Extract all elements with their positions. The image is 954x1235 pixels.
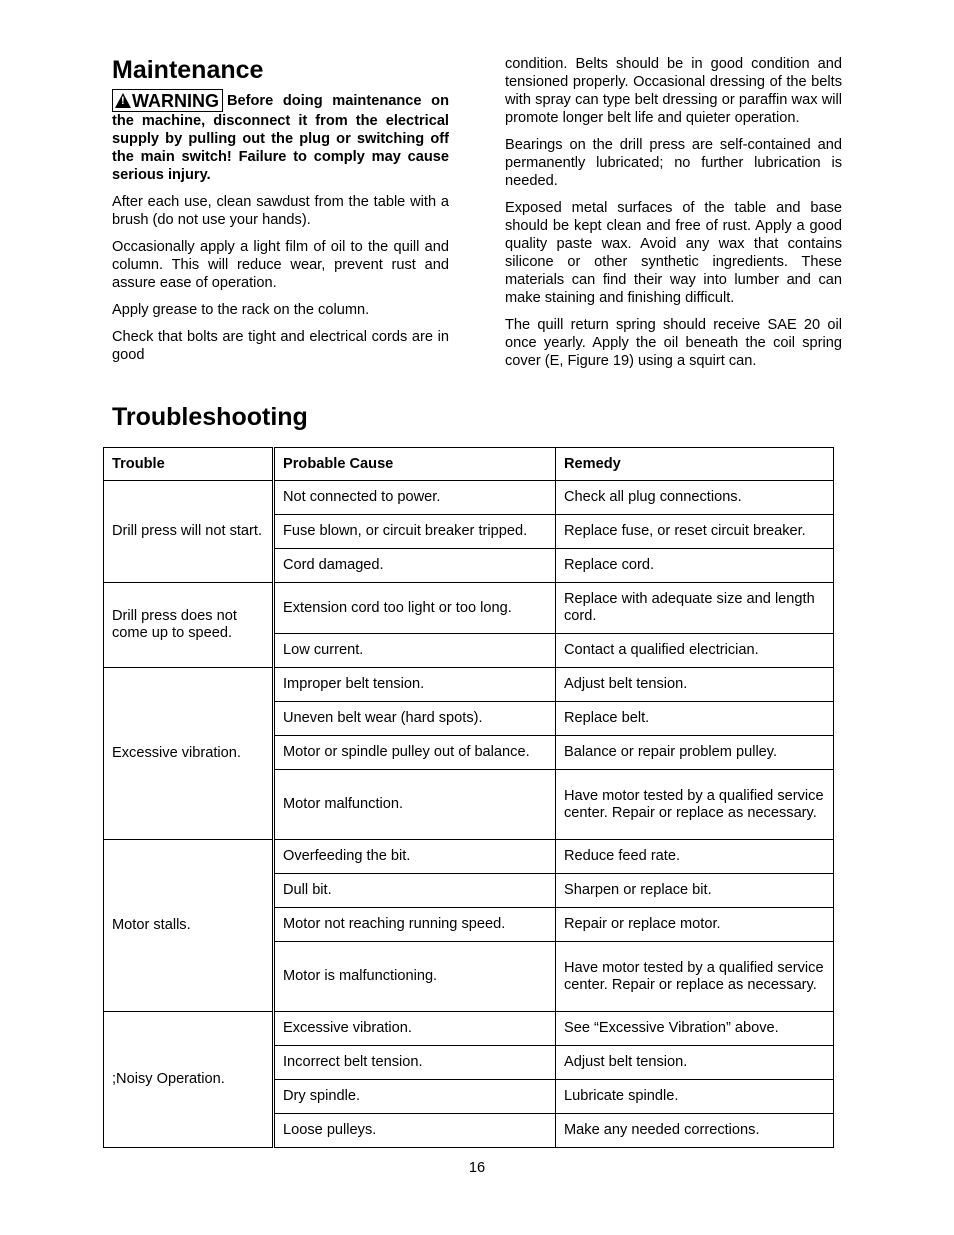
table-header-row — [104, 448, 834, 481]
maintenance-right-column — [505, 55, 842, 379]
remedy-cell: Replace with adequate size and length cord. — [556, 583, 834, 634]
warning-triangle-icon: ! — [115, 93, 131, 108]
maintenance-paragraph: Occasionally apply a light film of oil to the quill and column. This will reduce wear, prevent rust and assure ease of operation. — [112, 239, 449, 291]
header-remedy: Remedy — [556, 448, 834, 481]
remedy-cell: Lubricate spindle. — [556, 1080, 834, 1114]
troubleshooting-title: Troubleshooting — [112, 403, 308, 431]
remedy-cell: Sharpen or replace bit. — [556, 874, 834, 908]
header-probable-cause: Probable Cause — [274, 448, 556, 481]
remedy-cell: Reduce feed rate. — [556, 840, 834, 874]
probable-cause-cell: Overfeeding the bit. — [274, 840, 556, 874]
maintenance-title: Maintenance — [112, 56, 264, 84]
probable-cause-cell: Loose pulleys. — [274, 1114, 556, 1148]
remedy-cell: Have motor tested by a qualified service center. Repair or replace as necessary. — [556, 770, 834, 840]
remedy-cell: Replace belt. — [556, 702, 834, 736]
probable-cause-cell: Cord damaged. — [274, 549, 556, 583]
probable-cause-cell: Dry spindle. — [274, 1080, 556, 1114]
remedy-cell: Replace fuse, or reset circuit breaker. — [556, 515, 834, 549]
maintenance-paragraph: Apply grease to the rack on the column. — [112, 302, 370, 318]
maintenance-paragraph: After each use, clean sawdust from the table with a brush (do not use your hands). — [112, 194, 449, 228]
warning-text: Before doing maintenance on the machine, disconnect it from the electrical supply by pulling out the plug or switching off the main switch! Failure to comply may cause serious injury. — [112, 93, 449, 183]
probable-cause-cell: Not connected to power. — [274, 481, 556, 515]
maintenance-paragraph-split: Check that bolts are tight and electrical cords are in good — [112, 329, 449, 363]
maintenance-paragraph-continued: condition. Belts should be in good condition and tensioned properly. Occasional dressing of the belts with spray can type belt dressing or paraffin wax will promote longer belt life and quieter operation. — [505, 56, 842, 126]
probable-cause-cell: Dull bit. — [274, 874, 556, 908]
table-row — [104, 840, 834, 874]
maintenance-paragraph: Bearings on the drill press are self-contained and permanently lubricated; no further lubrication is needed. — [505, 137, 842, 189]
probable-cause-cell: Fuse blown, or circuit breaker tripped. — [274, 515, 556, 549]
trouble-cell: Excessive vibration. — [104, 668, 274, 840]
remedy-cell: Balance or repair problem pulley. — [556, 736, 834, 770]
trouble-cell: Motor stalls. — [104, 840, 274, 1012]
table-row — [104, 481, 834, 515]
remedy-cell: Adjust belt tension. — [556, 1046, 834, 1080]
table-row — [104, 1012, 834, 1046]
probable-cause-cell: Motor or spindle pulley out of balance. — [274, 736, 556, 770]
warning-label: WARNING — [132, 91, 219, 111]
warning-badge — [112, 89, 223, 112]
remedy-cell: Have motor tested by a qualified service center. Repair or replace as necessary. — [556, 942, 834, 1012]
probable-cause-cell: Excessive vibration. — [274, 1012, 556, 1046]
probable-cause-cell: Motor not reaching running speed. — [274, 908, 556, 942]
remedy-cell: Adjust belt tension. — [556, 668, 834, 702]
troubleshooting-table — [103, 447, 834, 1148]
remedy-cell: Check all plug connections. — [556, 481, 834, 515]
remedy-cell: Contact a qualified electrician. — [556, 634, 834, 668]
probable-cause-cell: Incorrect belt tension. — [274, 1046, 556, 1080]
page-number: 16 — [468, 1160, 486, 1176]
probable-cause-cell: Low current. — [274, 634, 556, 668]
probable-cause-cell: Uneven belt wear (hard spots). — [274, 702, 556, 736]
remedy-cell: See “Excessive Vibration” above. — [556, 1012, 834, 1046]
probable-cause-cell: Motor is malfunctioning. — [274, 942, 556, 1012]
remedy-cell: Make any needed corrections. — [556, 1114, 834, 1148]
troubleshooting-table-body — [104, 481, 834, 1148]
maintenance-paragraph: Exposed metal surfaces of the table and base should be kept clean and free of rust. Apply a good quality paste wax. Avoid any wax that contains silicone or other synthetic ingredients. These materials can find their way into lumber and can make staining and finishing difficult. — [505, 200, 842, 306]
header-trouble: Trouble — [104, 448, 274, 481]
warning-paragraph — [112, 89, 449, 184]
trouble-cell: ;Noisy Operation. — [104, 1012, 274, 1148]
probable-cause-cell: Motor malfunction. — [274, 770, 556, 840]
probable-cause-cell: Improper belt tension. — [274, 668, 556, 702]
trouble-cell: Drill press will not start. — [104, 481, 274, 583]
table-row — [104, 668, 834, 702]
remedy-cell: Replace cord. — [556, 549, 834, 583]
remedy-cell: Repair or replace motor. — [556, 908, 834, 942]
maintenance-left-column — [112, 55, 449, 373]
maintenance-paragraph: The quill return spring should receive SAE 20 oil once yearly. Apply the oil beneath the coil spring cover (E, Figure 19) using a squirt can. — [505, 317, 842, 369]
trouble-cell: Drill press does not come up to speed. — [104, 583, 274, 668]
table-row — [104, 583, 834, 634]
probable-cause-cell: Extension cord too light or too long. — [274, 583, 556, 634]
